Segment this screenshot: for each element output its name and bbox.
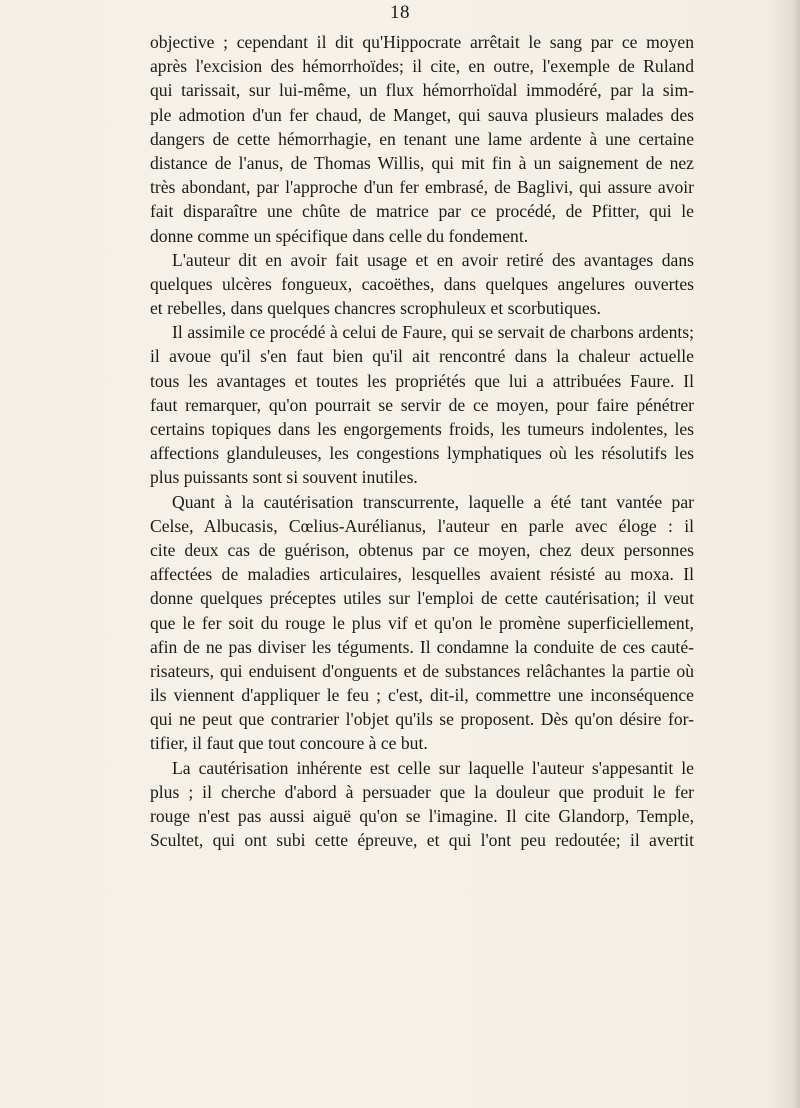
text-line: affections glanduleuses, les congestions lymphatiques où les résolutifs les (150, 443, 694, 464)
text-line: Quant à la cautérisation transcurrente, laquelle a été tant vantée par (172, 491, 694, 512)
text-line: affectées de maladies articulaires, lesquelles avaient résisté au moxa. Il (150, 564, 694, 585)
text-line: Il assimile ce procédé à celui de Faure, qui se servait de charbons ardents; (172, 322, 694, 343)
text-line: cite deux cas de guérison, obtenus par ce moyen, chez deux personnes (150, 539, 694, 560)
text-line: après l'excision des hémorrhoïdes; il cite, en outre, l'exemple de Ruland (150, 56, 694, 77)
text-line: plus ; il cherche d'abord à persuader que la douleur que produit le fer (150, 781, 694, 802)
text-line: L'auteur dit en avoir fait usage et en avoir retiré des avantages dans (172, 249, 694, 270)
text-line: Celse, Albucasis, Cœlius-Aurélianus, l'auteur en parle avec éloge : il (150, 515, 694, 536)
text-line: et rebelles, dans quelques chancres scrophuleux et scorbutiques. (150, 298, 601, 319)
text-line: donne quelques préceptes utiles sur l'emploi de cette cautérisation; il veut (150, 588, 694, 609)
text-line: ils viennent d'appliquer le feu ; c'est, dit-il, commettre une inconséquence (150, 685, 694, 706)
text-line: tous les avantages et toutes les propriétés que lui a attribuées Faure. Il (150, 370, 694, 391)
text-line: donne comme un spécifique dans celle du fondement. (150, 225, 529, 246)
text-line: très abondant, par l'approche d'un fer embrasé, de Baglivi, qui assure avoir (150, 177, 694, 198)
body-text (150, 30, 694, 852)
text-line: La cautérisation inhérente est celle sur laquelle l'auteur s'appesantit le (172, 757, 694, 778)
text-line: qui tarissait, sur lui-même, un flux hémorrhoïdal immodéré, par la sim- (150, 80, 694, 101)
text-line: que le fer soit du rouge le plus vif et qu'on le promène superficiellement, (150, 612, 694, 633)
text-line: objective ; cependant il dit qu'Hippocrate arrêtait le sang par ce moyen (150, 32, 694, 52)
text-line: quelques ulcères fongueux, cacoëthes, dans quelques angelures ouvertes (150, 273, 694, 294)
text-line: il avoue qu'il s'en faut bien qu'il ait rencontré dans la chaleur actuelle (150, 346, 694, 367)
text-line: Scultet, qui ont subi cette épreuve, et qui l'ont peu redoutée; il avertit (150, 830, 694, 851)
text-line: tifier, il faut que tout concoure à ce but. (150, 733, 428, 754)
text-line: plus puissants sont si souvent inutiles. (150, 467, 418, 488)
text-line: certains topiques dans les engorgements froids, les tumeurs indolentes, les (150, 419, 694, 439)
text-line: ple admotion d'un fer chaud, de Manget, qui sauva plusieurs malades des (150, 104, 694, 125)
text-line: faut remarquer, qu'on pourrait se servir de ce moyen, pour faire pénétrer (150, 394, 694, 415)
text-line: dangers de cette hémorrhagie, en tenant une lame ardente à une certaine (150, 128, 694, 149)
text-line: distance de l'anus, de Thomas Willis, qui mit fin à un saignement de nez (150, 152, 694, 173)
text-line: fait disparaître une chûte de matrice par ce procédé, de Pfitter, qui le (150, 201, 694, 222)
text-line: qui ne peut que contrarier l'objet qu'ils se proposent. Dès qu'on désire for- (150, 709, 694, 730)
text-line: risateurs, qui enduisent d'onguents et de substances relâchantes la partie où (150, 660, 694, 681)
text-line: rouge n'est pas aussi aiguë qu'on se l'imagine. Il cite Glandorp, Temple, (150, 806, 694, 826)
page-number: 18 (390, 2, 410, 23)
text-line: afin de ne pas diviser les téguments. Il condamne la conduite de ces cauté- (150, 636, 694, 657)
